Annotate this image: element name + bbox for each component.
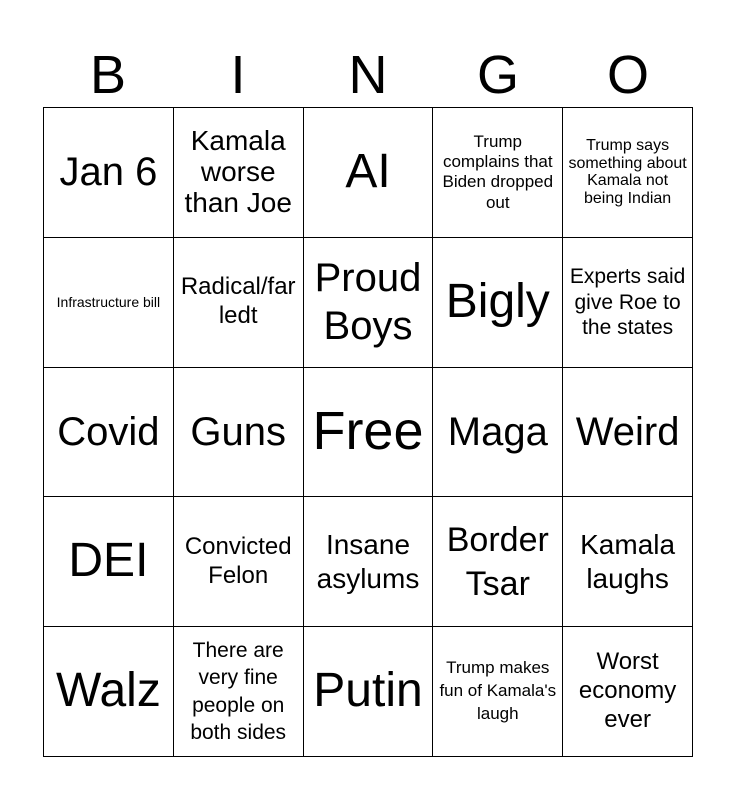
bingo-cell: Insane asylums [304, 497, 434, 627]
bingo-cell: There are very fine people on both sides [174, 627, 304, 757]
bingo-cell: Proud Boys [304, 238, 434, 368]
header-letter-g: G [476, 45, 519, 105]
bingo-cell: Trump makes fun of Kamala's laugh [433, 627, 563, 757]
bingo-cell: Covid [44, 368, 174, 498]
bingo-cell: Trump says something about Kamala not being Indian [563, 108, 693, 238]
header-letter-n: N [348, 45, 388, 105]
bingo-cell: AI [304, 108, 434, 238]
bingo-header [43, 42, 693, 108]
bingo-cell: Kamala worse than Joe [174, 108, 304, 238]
bingo-cell: Trump complains that Biden dropped out [433, 108, 563, 238]
bingo-cell: Maga [433, 368, 563, 498]
bingo-cell: Bigly [433, 238, 563, 368]
header-letter-b: B [89, 45, 127, 105]
bingo-cell: Putin [304, 627, 434, 757]
bingo-cell: Walz [44, 627, 174, 757]
bingo-board [43, 107, 693, 757]
header-letter-i: I [230, 45, 246, 105]
bingo-cell: Experts said give Roe to the states [563, 238, 693, 368]
bingo-cell: Guns [174, 368, 304, 498]
bingo-cell: Weird [563, 368, 693, 498]
header-letter-o: O [606, 45, 649, 105]
bingo-cell: Kamala laughs [563, 497, 693, 627]
bingo-cell: Jan 6 [44, 108, 174, 238]
bingo-cell: Free [304, 368, 434, 498]
bingo-cell: Worst economy ever [563, 627, 693, 757]
bingo-cell: Border Tsar [433, 497, 563, 627]
bingo-cell: Convicted Felon [174, 497, 304, 627]
bingo-cell: Radical/far ledt [174, 238, 304, 368]
bingo-cell: DEI [44, 497, 174, 627]
bingo-cell: Infrastructure bill [44, 238, 174, 368]
